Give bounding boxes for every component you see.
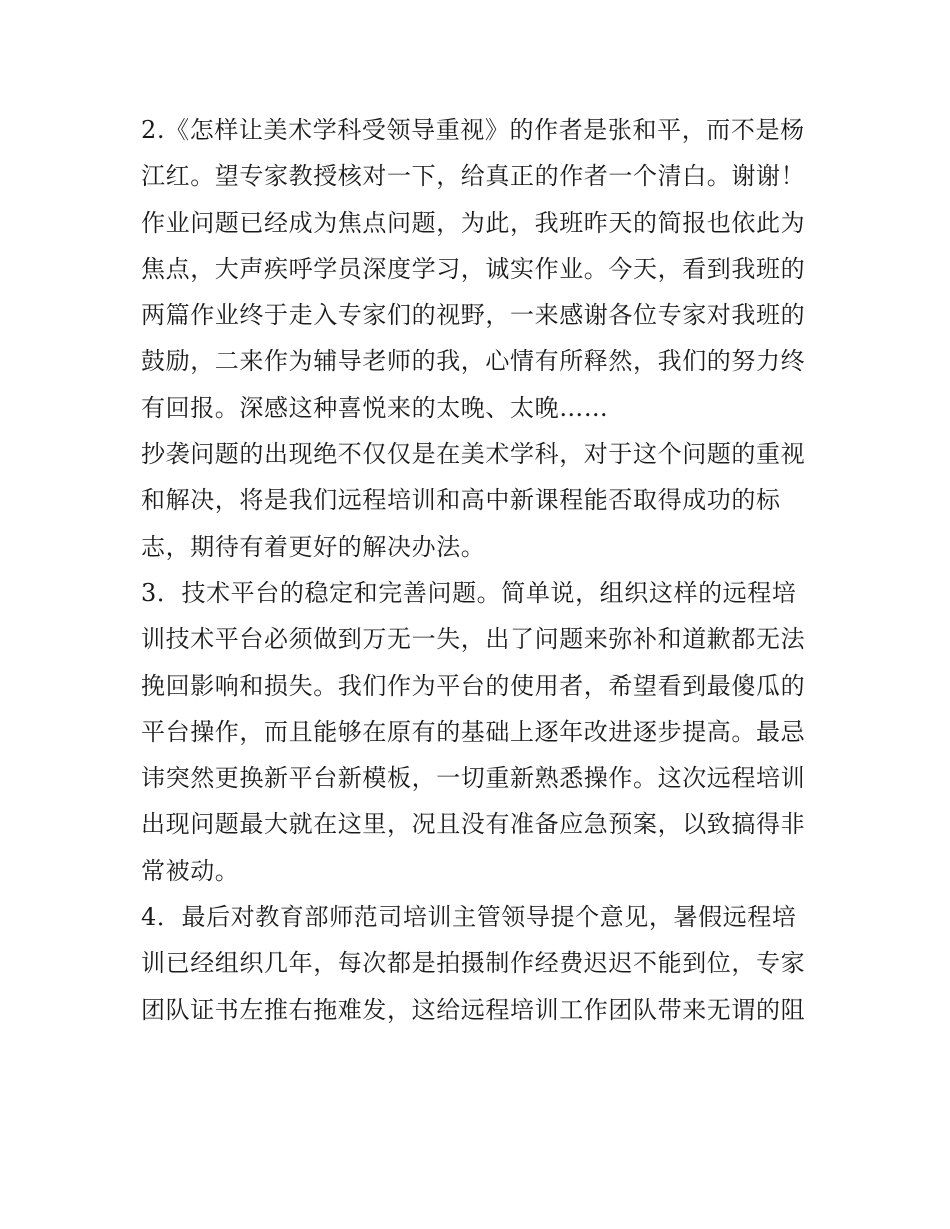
- text-line: 出现问题最大就在这里，况且没有准备应急预案，以致搞得非: [141, 810, 806, 839]
- text-line: 抄袭问题的出现绝不仅仅是在美术学科，对于这个问题的重视: [141, 440, 806, 469]
- text-line: 江红。望专家教授核对一下，给真正的作者一个清白。谢谢！: [141, 162, 806, 191]
- text-line: 挽回影响和损失。我们作为平台的使用者，希望看到最傻瓜的: [141, 671, 806, 700]
- text-line: 训已经组织几年，每次都是拍摄制作经费迟迟不能到位，专家: [141, 949, 806, 978]
- text-line: 4．最后对教育部师范司培训主管领导提个意见，暑假远程培: [141, 903, 797, 932]
- text-line: 鼓励，二来作为辅导老师的我，心情有所释然，我们的努力终: [141, 347, 806, 376]
- text-line: 训技术平台必须做到万无一失，出了问题来弥补和道歉都无法: [141, 625, 806, 654]
- text-line: 志，期待有着更好的解决办法。: [141, 532, 486, 561]
- document-body: [141, 107, 821, 1033]
- text-line: 平台操作，而且能够在原有的基础上逐年改进逐步提高。最忌: [141, 717, 806, 746]
- text-line: 和解决，将是我们远程培训和高中新课程能否取得成功的标: [141, 486, 781, 515]
- text-line: 常被动。: [141, 856, 240, 885]
- text-line: 两篇作业终于走入专家们的视野，一来感谢各位专家对我班的: [141, 301, 806, 330]
- text-line: 团队证书左推右拖难发，这给远程培训工作团队带来无谓的阻: [141, 995, 806, 1024]
- text-line: 讳突然更换新平台新模板，一切重新熟悉操作。这次远程培训: [141, 764, 806, 793]
- text-line: 3．技术平台的稳定和完善问题。简单说，组织这样的远程培: [141, 578, 797, 607]
- text-line: 作业问题已经成为焦点问题，为此，我班昨天的简报也依此为: [141, 208, 806, 237]
- text-line: 有回报。深感这种喜悦来的太晚、太晚……: [141, 393, 609, 422]
- text-line: 2.《怎样让美术学科受领导重视》的作者是张和平，而不是杨: [141, 116, 805, 144]
- text-line: 焦点，大声疾呼学员深度学习，诚实作业。今天，看到我班的: [141, 254, 806, 283]
